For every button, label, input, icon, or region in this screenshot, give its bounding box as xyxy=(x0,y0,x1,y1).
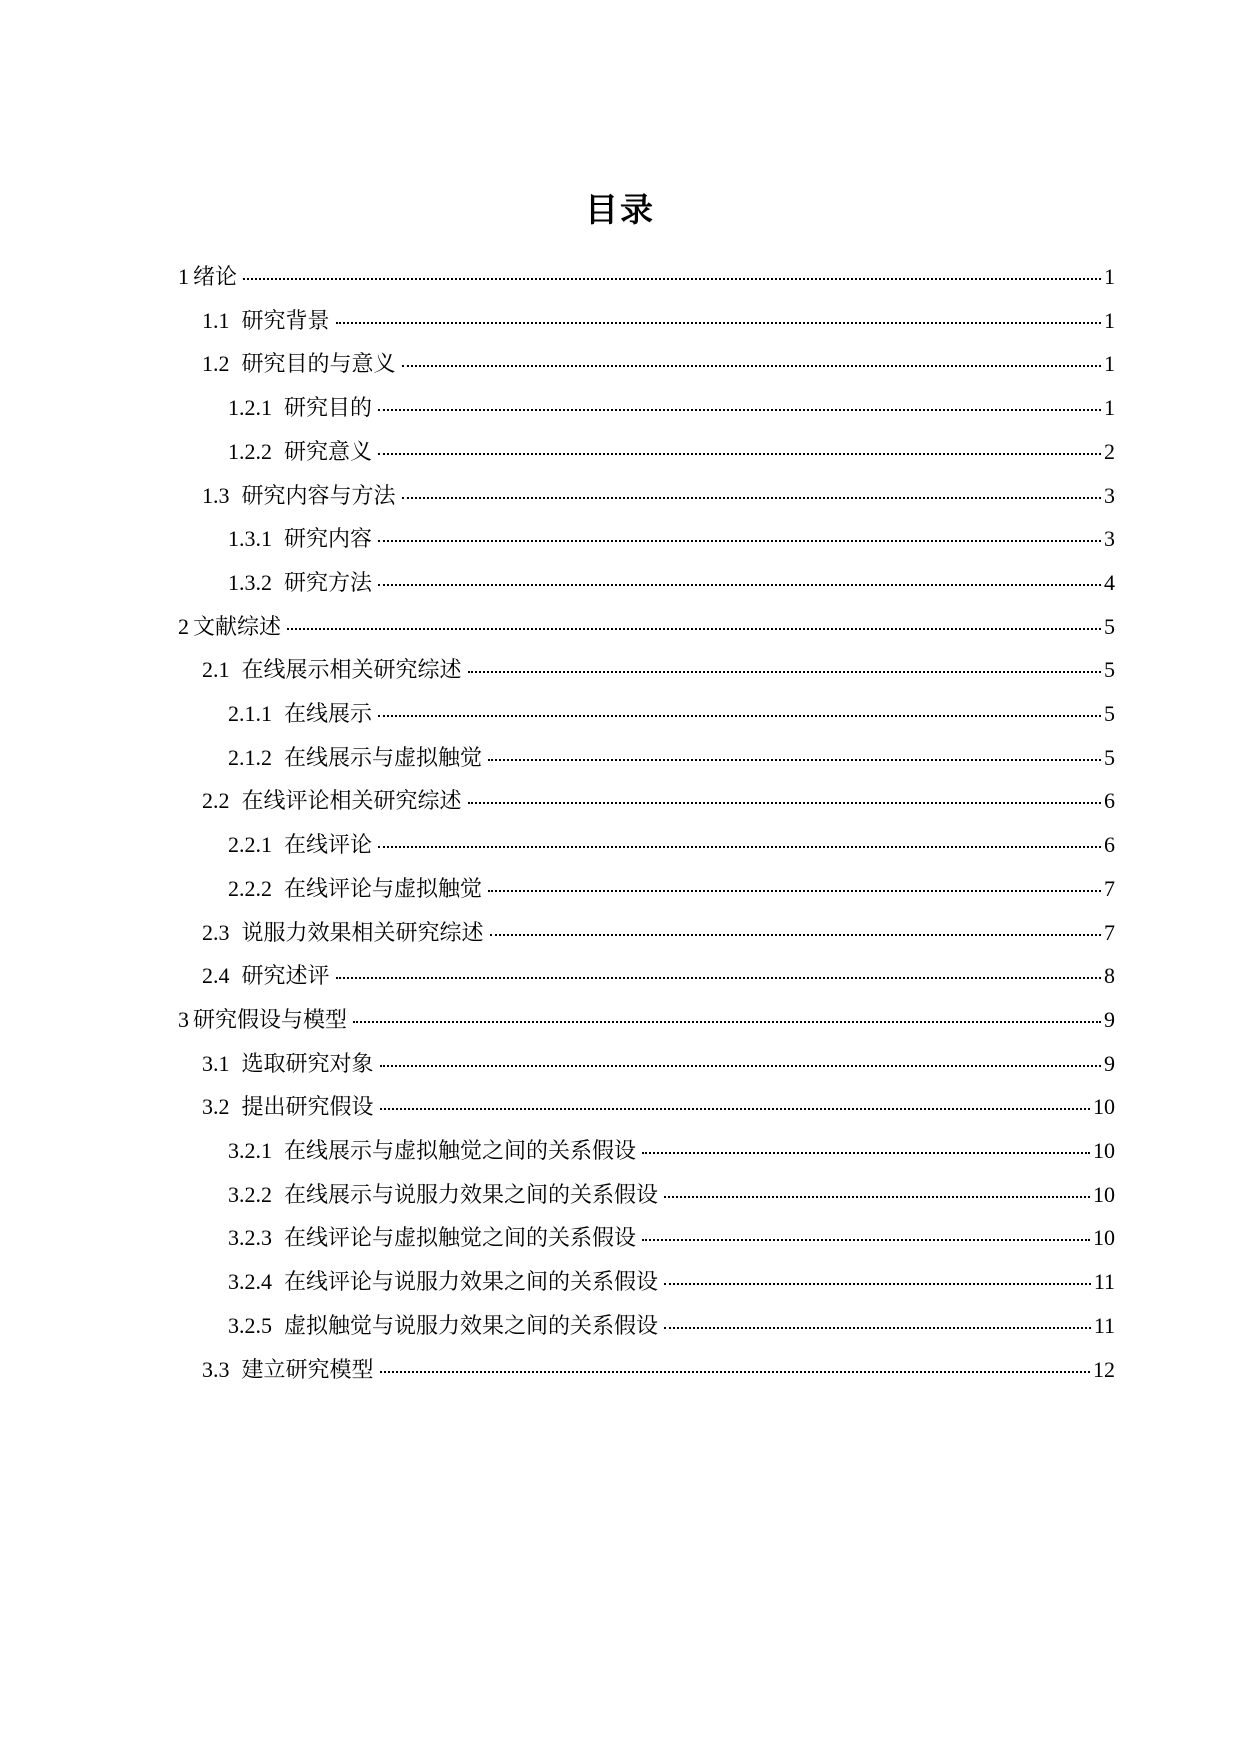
toc-dot-leader xyxy=(642,1238,1090,1241)
toc-entry-number: 2.2.1 xyxy=(228,832,272,858)
toc-entry-title: 在线评论 xyxy=(284,833,373,859)
toc-entry-page-number: 6 xyxy=(1104,832,1115,858)
toc-entry-title: 虚拟触觉与说服力效果之间的关系假设 xyxy=(284,1313,659,1339)
toc-entry-title: 研究意义 xyxy=(284,439,373,465)
toc-entry[interactable] xyxy=(228,437,1115,467)
toc-entry-page-number: 9 xyxy=(1104,1050,1115,1076)
toc-title: 目录 xyxy=(585,190,655,229)
toc-entry-number: 3.2.4 xyxy=(228,1269,272,1295)
toc-entry-title: 在线展示与说服力效果之间的关系假设 xyxy=(284,1182,659,1208)
toc-entry[interactable] xyxy=(202,1355,1115,1385)
toc-dot-leader xyxy=(380,1107,1090,1110)
toc-dot-leader xyxy=(402,364,1101,367)
toc-entry-number: 2.1.1 xyxy=(228,701,272,726)
toc-dot-leader xyxy=(380,1370,1090,1373)
toc-entry-title: 在线评论与虚拟触觉之间的关系假设 xyxy=(284,1226,637,1252)
toc-entry-page-number: 3 xyxy=(1104,482,1115,508)
toc-dot-leader xyxy=(664,1282,1091,1285)
toc-entry-page-number: 10 xyxy=(1093,1094,1115,1120)
toc-dot-leader xyxy=(378,408,1101,411)
toc-entry-page-number: 11 xyxy=(1093,1312,1115,1338)
toc-entry-number: 1.3.2 xyxy=(228,569,272,595)
toc-entry-number: 3.3 xyxy=(202,1356,230,1382)
toc-entry[interactable] xyxy=(202,961,1115,991)
toc-entry-page-number: 11 xyxy=(1093,1269,1115,1295)
toc-entry-page-number: 5 xyxy=(1104,657,1115,683)
toc-entry-page-number: 9 xyxy=(1104,1006,1115,1032)
toc-entry[interactable] xyxy=(178,1005,1115,1035)
toc-dot-leader xyxy=(490,933,1101,936)
toc-entry-number: 2.3 xyxy=(202,919,230,945)
toc-entry-number: 1.2 xyxy=(202,351,230,377)
toc-entry-title: 研究背景 xyxy=(241,308,330,334)
toc-entry-number: 3.2.5 xyxy=(228,1312,272,1338)
toc-entry-title: 文献综述 xyxy=(193,614,282,640)
toc-entry-page-number: 5 xyxy=(1104,701,1115,726)
toc-entry-title: 研究内容 xyxy=(284,527,373,553)
toc-entry-page-number: 10 xyxy=(1093,1225,1115,1251)
toc-entry[interactable] xyxy=(202,306,1115,336)
toc-entry-page-number: 2 xyxy=(1104,438,1115,464)
toc-entry[interactable] xyxy=(202,1092,1115,1122)
toc-dot-leader xyxy=(287,627,1101,630)
toc-entry-number: 2 xyxy=(178,613,189,639)
toc-entry-title: 在线展示与虚拟触觉之间的关系假设 xyxy=(284,1139,637,1164)
toc-entry-title: 在线评论相关研究综述 xyxy=(241,789,462,815)
toc-entry-page-number: 6 xyxy=(1104,788,1115,814)
toc-dot-leader xyxy=(664,1326,1091,1329)
toc-entry-page-number: 1 xyxy=(1104,351,1115,377)
toc-entry-number: 2.1.2 xyxy=(228,744,272,770)
toc-entry-page-number: 10 xyxy=(1093,1138,1115,1163)
toc-entry-page-number: 5 xyxy=(1104,613,1115,639)
toc-entry[interactable] xyxy=(202,1049,1115,1079)
toc-entry-number: 1.2.1 xyxy=(228,395,272,421)
toc-entry-number: 2.2.2 xyxy=(228,875,272,901)
toc-entry[interactable] xyxy=(228,1180,1115,1210)
toc-entry-page-number: 1 xyxy=(1104,307,1115,333)
toc-entry-number: 3 xyxy=(178,1006,189,1032)
toc-entry-title: 研究方法 xyxy=(284,570,373,596)
toc-entry-page-number: 7 xyxy=(1104,875,1115,901)
toc-entry[interactable] xyxy=(228,1267,1115,1297)
toc-entry[interactable] xyxy=(228,568,1115,598)
toc-entry-page-number: 8 xyxy=(1104,963,1115,989)
toc-entry-number: 1.2.2 xyxy=(228,438,272,464)
toc-entry-number: 3.1 xyxy=(202,1050,230,1076)
toc-entry-title: 在线展示与虚拟触觉 xyxy=(284,745,483,771)
toc-dot-leader xyxy=(488,758,1101,761)
toc-dot-leader xyxy=(378,845,1101,848)
toc-entry-number: 1.1 xyxy=(202,307,230,333)
toc-entry-page-number: 7 xyxy=(1104,919,1115,945)
toc-dot-leader xyxy=(488,889,1101,892)
toc-entry-number: 3.2.3 xyxy=(228,1225,272,1251)
toc-dot-leader xyxy=(378,452,1101,455)
toc-entry-title: 在线评论与虚拟触觉 xyxy=(284,876,483,902)
toc-entry-title: 研究假设与模型 xyxy=(193,1007,348,1033)
toc-entry-page-number: 1 xyxy=(1104,264,1115,289)
toc-entry-number: 1 xyxy=(178,264,189,289)
toc-entry-title: 建立研究模型 xyxy=(241,1357,374,1383)
toc-entry[interactable] xyxy=(228,1136,1115,1166)
toc-dot-leader xyxy=(378,539,1101,542)
toc-dot-leader xyxy=(468,801,1101,804)
toc-entry-title: 研究目的 xyxy=(284,396,373,422)
toc-entry-page-number: 12 xyxy=(1093,1356,1115,1382)
toc-dot-leader xyxy=(380,1064,1101,1067)
toc-entry[interactable] xyxy=(228,1311,1115,1341)
toc-entry-title: 选取研究对象 xyxy=(241,1051,374,1077)
toc-entry[interactable] xyxy=(228,699,1115,729)
toc-dot-leader xyxy=(353,1020,1101,1023)
toc-entry[interactable] xyxy=(228,393,1115,423)
toc-entry-page-number: 3 xyxy=(1104,526,1115,552)
toc-entry[interactable] xyxy=(228,874,1115,904)
toc-entry[interactable] xyxy=(228,524,1115,554)
toc-entry-title: 绪论 xyxy=(193,265,238,290)
toc-entry-number: 1.3.1 xyxy=(228,526,272,552)
toc-entry[interactable] xyxy=(178,262,1115,292)
toc-dot-leader xyxy=(378,583,1101,586)
toc-entry-title: 研究目的与意义 xyxy=(241,352,396,378)
toc-entry-page-number: 10 xyxy=(1093,1181,1115,1207)
toc-entry-page-number: 4 xyxy=(1104,569,1115,595)
toc-entry[interactable] xyxy=(202,655,1115,685)
toc-entry-title: 说服力效果相关研究综述 xyxy=(241,920,484,946)
toc-entry-number: 3.2 xyxy=(202,1094,230,1120)
toc-entry-title: 在线展示相关研究综述 xyxy=(241,658,462,684)
toc-dot-leader xyxy=(336,321,1101,324)
toc-entry[interactable] xyxy=(228,743,1115,773)
toc-entry-number: 2.2 xyxy=(202,788,230,814)
toc-entry[interactable] xyxy=(202,349,1115,379)
toc-entry-number: 3.2.1 xyxy=(228,1138,272,1163)
toc-entry-page-number: 5 xyxy=(1104,744,1115,770)
toc-entry-number: 2.1 xyxy=(202,657,230,683)
toc-dot-leader xyxy=(336,976,1101,979)
toc-dot-leader xyxy=(664,1195,1090,1198)
toc-dot-leader xyxy=(402,496,1101,499)
toc-entry-page-number: 1 xyxy=(1104,395,1115,421)
toc-entry-number: 2.4 xyxy=(202,963,230,989)
toc-entry[interactable] xyxy=(202,481,1115,511)
toc-dot-leader xyxy=(243,277,1101,280)
toc-dot-leader xyxy=(378,714,1101,717)
toc-entry[interactable] xyxy=(202,786,1115,816)
toc-entry-title: 在线评论与说服力效果之间的关系假设 xyxy=(284,1270,659,1296)
toc-entry-title: 研究述评 xyxy=(241,964,330,990)
toc-entry[interactable] xyxy=(178,612,1115,642)
toc-entry[interactable] xyxy=(228,830,1115,860)
toc-entry[interactable] xyxy=(228,1223,1115,1253)
toc-entry-title: 在线展示 xyxy=(284,702,373,727)
toc-dot-leader xyxy=(642,1151,1090,1154)
toc-entry-number: 3.2.2 xyxy=(228,1181,272,1207)
toc-entry-title: 提出研究假设 xyxy=(241,1095,374,1121)
toc-entry-title: 研究内容与方法 xyxy=(241,483,396,509)
toc-entry-number: 1.3 xyxy=(202,482,230,508)
toc-dot-leader xyxy=(468,670,1101,673)
toc-entry[interactable] xyxy=(202,918,1115,948)
